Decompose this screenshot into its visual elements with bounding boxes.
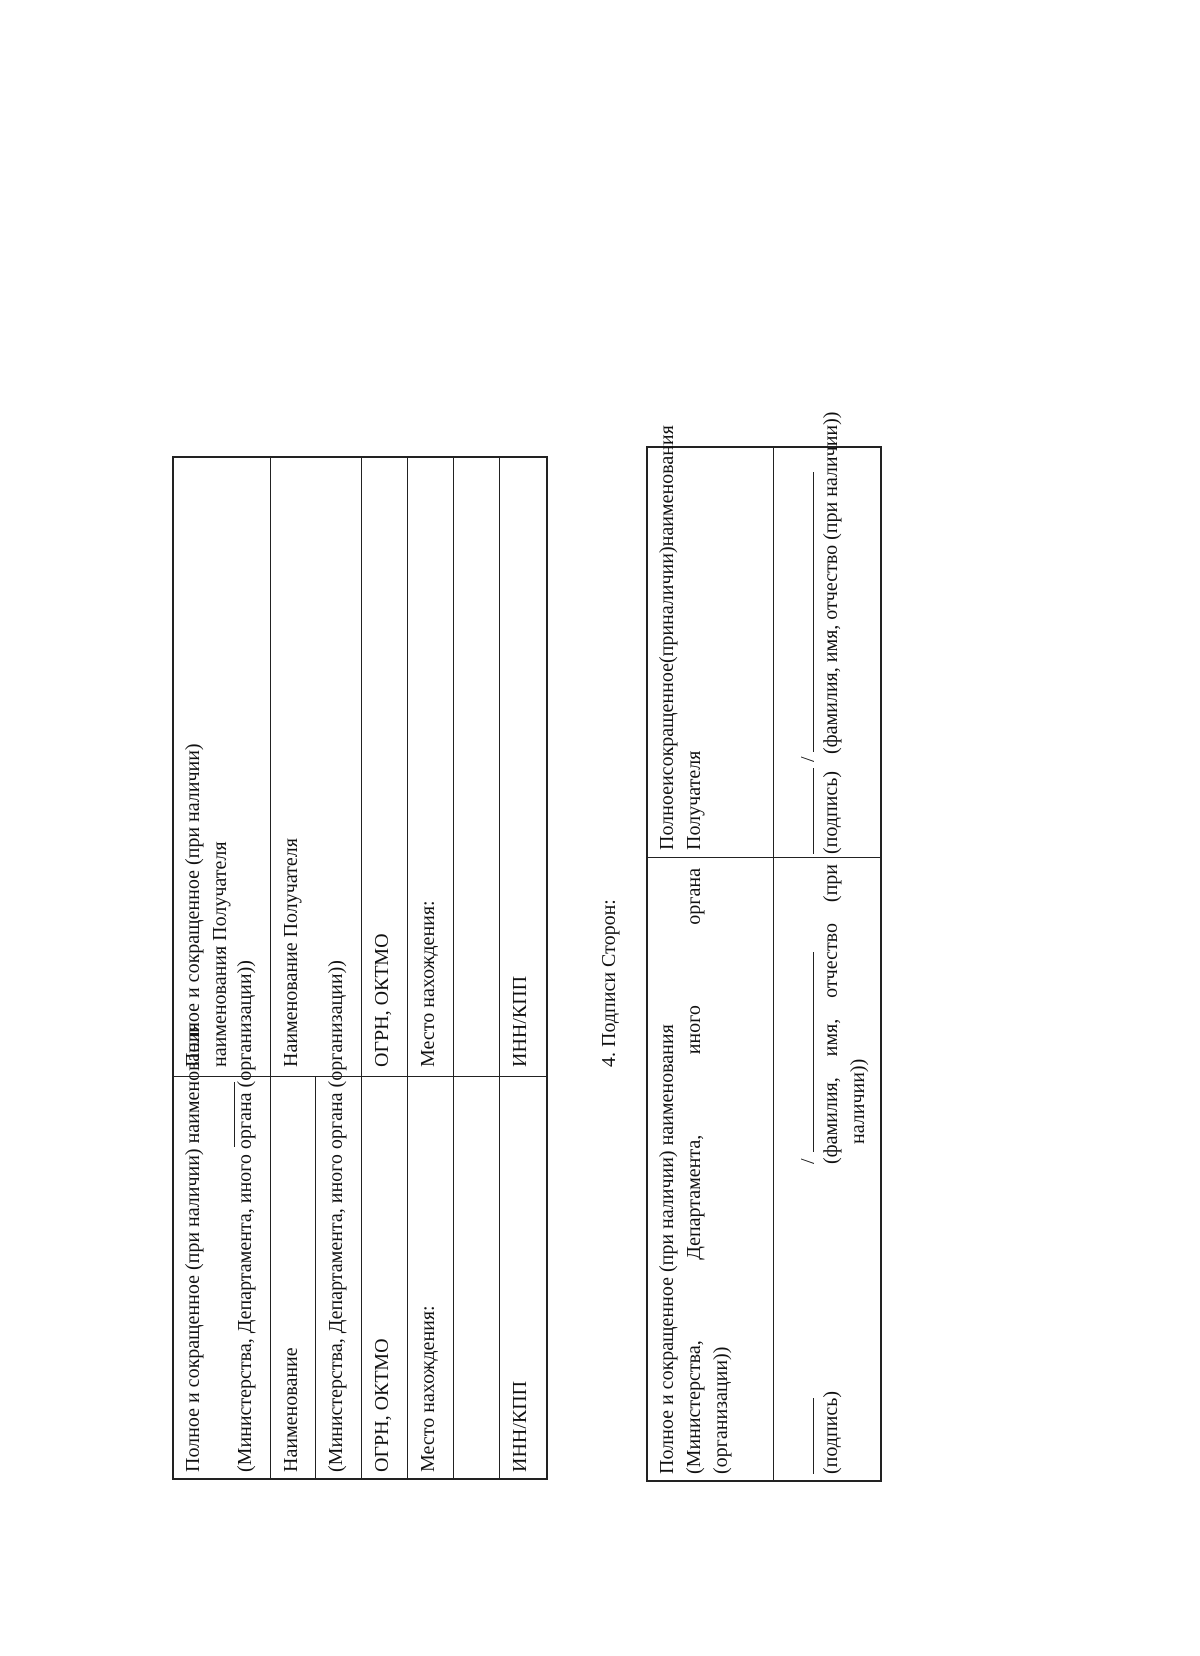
requisites-column-divider <box>172 1076 548 1077</box>
sig-left-header-word: Департамента, <box>683 1134 705 1260</box>
sig-right-header-word: наличии) <box>656 546 678 625</box>
sig-right-fio-line <box>813 472 814 752</box>
right-header-line1: Полное и сокращенное (при наличии) <box>182 743 204 1067</box>
right-location-label: Место нахождения: <box>417 900 439 1067</box>
left-header-text: Полное и сокращенное (при наличии) наименования <box>182 1022 204 1472</box>
sig-left-fio-word: (при <box>820 864 842 903</box>
sig-left-slash: / <box>797 1158 819 1164</box>
sig-right-header-word: Полное <box>656 786 678 850</box>
sig-left-fio-word: (фамилия, <box>820 1077 842 1164</box>
sig-left-header-word: иного <box>683 1005 705 1055</box>
sig-left-header: Полное и сокращенное (при наличии) наименования <box>656 1024 678 1474</box>
sig-right-header-word: сокращенное <box>656 663 678 776</box>
signatures-heading: 4. Подписи Сторон: <box>598 899 620 1067</box>
right-name-label: Наименование Получателя <box>280 838 302 1067</box>
sig-right-signature-caption: (подпись) <box>820 770 842 854</box>
sig-left-fio-caption-line2: наличии)) <box>847 1058 869 1144</box>
sig-left-header-word: (Министерства, <box>683 1340 705 1474</box>
sig-left-signature-line <box>813 1398 814 1474</box>
row-divider <box>407 456 408 1480</box>
sig-right-header-word: (при <box>656 624 678 664</box>
sig-right-header-word: наименования <box>656 425 678 547</box>
left-name-label: Наименование <box>280 1347 302 1472</box>
sig-right-signature-line <box>813 768 814 854</box>
sig-right-header-line2: Получателя <box>683 750 705 850</box>
sig-left-fio-word: отчество <box>820 923 842 998</box>
signatures-column-divider <box>646 857 882 858</box>
rotated-page-content <box>170 222 910 1562</box>
left-location-label: Место нахождения: <box>417 1305 439 1472</box>
sig-left-header-line2 <box>681 868 708 1474</box>
row-divider <box>499 456 500 1480</box>
sig-right-header-word: и <box>656 775 678 787</box>
sig-left-header-word: органа <box>683 868 705 925</box>
sig-right-slash: / <box>797 756 819 762</box>
left-header-note: (Министерства, Департамента, иного органа (организации)) <box>234 960 256 1472</box>
right-inn-label: ИНН/КПП <box>509 975 531 1067</box>
left-inn-label: ИНН/КПП <box>509 1380 531 1472</box>
left-name-note: (Министерства, Департамента, иного органа (организации)) <box>325 960 347 1472</box>
name-row-inner-divider <box>315 1077 316 1480</box>
sig-right-fio-caption: (фамилия, имя, отчество (при наличии)) <box>820 411 842 754</box>
left-ogrn-label: ОГРН, ОКТМО <box>371 1338 393 1472</box>
sig-left-header-line3: (организации)) <box>710 1346 732 1474</box>
sig-left-fio-line <box>813 952 814 1152</box>
sig-left-signature-caption: (подпись) <box>820 1390 842 1474</box>
sig-left-fio-word: имя, <box>820 1018 842 1057</box>
row-divider <box>361 456 362 1480</box>
right-header-line2: наименования Получателя <box>209 841 231 1067</box>
right-ogrn-label: ОГРН, ОКТМО <box>371 933 393 1067</box>
signatures-row-divider <box>773 446 774 1482</box>
row-divider <box>270 456 271 1480</box>
sig-left-fio-caption <box>818 864 845 1164</box>
row-divider <box>453 456 454 1480</box>
sig-right-header-line1 <box>654 425 681 850</box>
